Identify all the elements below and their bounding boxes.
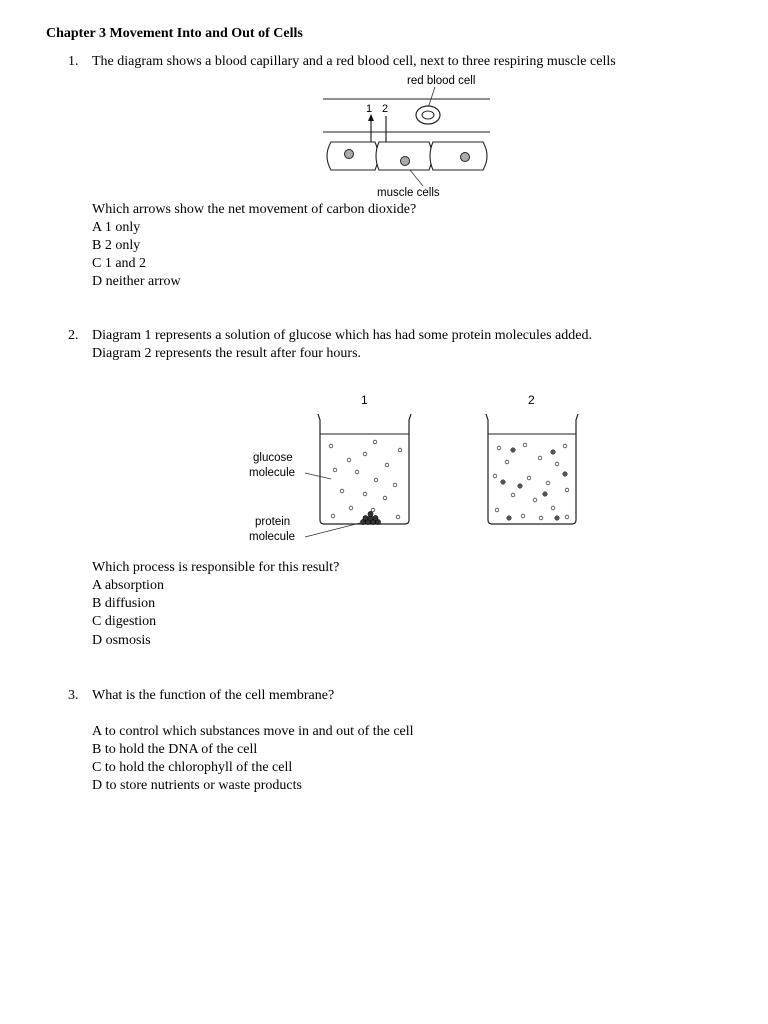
glucose-molecule bbox=[363, 492, 367, 496]
protein-molecule bbox=[563, 472, 568, 477]
option: C 1 and 2 bbox=[92, 256, 147, 271]
glucose-molecule bbox=[551, 506, 555, 510]
nucleus bbox=[401, 157, 410, 166]
question-number: 2. bbox=[68, 328, 79, 343]
question-stem: Diagram 2 represents the result after four hours. bbox=[92, 346, 362, 361]
question-number: 3. bbox=[68, 688, 79, 703]
glucose-molecule bbox=[398, 448, 402, 452]
question-stem: The diagram shows a blood capillary and a red blood cell, next to three respiring muscle cells bbox=[92, 54, 616, 69]
glucose-molecule bbox=[539, 516, 543, 520]
glucose-molecules-1 bbox=[329, 440, 402, 519]
label-glucose-1: glucose bbox=[253, 452, 293, 464]
capillary-diagram bbox=[315, 70, 505, 202]
glucose-molecule bbox=[385, 463, 389, 467]
question-stem: What is the function of the cell membrane? bbox=[92, 688, 335, 703]
option: D neither arrow bbox=[92, 274, 181, 289]
red-blood-cell-center bbox=[422, 111, 434, 119]
option: C to hold the chlorophyll of the cell bbox=[92, 760, 293, 775]
option: C digestion bbox=[92, 614, 157, 629]
glucose-molecule bbox=[523, 443, 527, 447]
beaker-1 bbox=[318, 414, 411, 524]
protein-molecules-2 bbox=[501, 448, 568, 521]
glucose-molecule bbox=[371, 508, 375, 512]
glucose-molecule bbox=[505, 460, 509, 464]
option: D to store nutrients or waste products bbox=[92, 778, 302, 793]
option: B diffusion bbox=[92, 596, 156, 611]
label-line-red-blood-cell bbox=[428, 87, 435, 108]
arrow-1-head bbox=[368, 114, 374, 121]
glucose-molecule bbox=[497, 446, 501, 450]
question-prompt: Which process is responsible for this result? bbox=[92, 560, 340, 575]
glucose-molecule bbox=[363, 452, 367, 456]
beaker-2-label: 2 bbox=[528, 393, 535, 407]
label-line-glucose bbox=[305, 473, 331, 479]
beaker-2 bbox=[486, 414, 578, 524]
protein-molecule bbox=[551, 450, 556, 455]
glucose-molecule bbox=[565, 488, 569, 492]
protein-molecule bbox=[511, 448, 516, 453]
label-line-muscle-cells bbox=[410, 170, 423, 186]
nucleus bbox=[461, 153, 470, 162]
glucose-molecule bbox=[393, 483, 397, 487]
arrow-2-label: 2 bbox=[382, 103, 389, 115]
beaker-diagram bbox=[245, 390, 585, 550]
option: B to hold the DNA of the cell bbox=[92, 742, 258, 757]
glucose-molecule bbox=[538, 456, 542, 460]
label-red-blood-cell: red blood cell bbox=[407, 75, 476, 87]
arrow-1-label: 1 bbox=[366, 103, 373, 115]
glucose-molecule bbox=[396, 515, 400, 519]
glucose-molecule bbox=[527, 476, 531, 480]
glucose-molecule bbox=[383, 496, 387, 500]
glucose-molecule bbox=[555, 462, 559, 466]
protein-molecule bbox=[501, 480, 506, 485]
question-prompt: Which arrows show the net movement of carbon dioxide? bbox=[92, 202, 417, 217]
option: D osmosis bbox=[92, 633, 151, 648]
glucose-molecule bbox=[331, 514, 335, 518]
glucose-molecule bbox=[340, 489, 344, 493]
glucose-molecule bbox=[333, 468, 337, 472]
label-glucose-2: molecule bbox=[249, 467, 296, 479]
glucose-molecule bbox=[546, 481, 550, 485]
question-stem: Diagram 1 represents a solution of glucose which has had some protein molecules added. bbox=[92, 328, 592, 343]
protein-clump bbox=[360, 511, 380, 524]
glucose-molecule bbox=[511, 493, 515, 497]
label-muscle-cells: muscle cells bbox=[377, 187, 440, 199]
nucleus bbox=[345, 150, 354, 159]
glucose-molecule bbox=[347, 458, 351, 462]
protein-molecule bbox=[373, 515, 378, 520]
option: A 1 only bbox=[92, 220, 141, 235]
option: A to control which substances move in and out of the cell bbox=[92, 724, 414, 739]
glucose-molecule bbox=[563, 444, 567, 448]
glucose-molecule bbox=[495, 508, 499, 512]
option: B 2 only bbox=[92, 238, 141, 253]
glucose-molecule bbox=[521, 514, 525, 518]
label-line-protein bbox=[305, 523, 360, 537]
beaker-1-label: 1 bbox=[361, 393, 368, 407]
glucose-molecule bbox=[533, 498, 537, 502]
label-protein-2: molecule bbox=[249, 531, 296, 543]
protein-molecule bbox=[555, 516, 560, 521]
muscle-cell-3 bbox=[430, 142, 487, 170]
glucose-molecule bbox=[349, 506, 353, 510]
protein-molecule bbox=[543, 492, 548, 497]
label-protein-1: protein bbox=[255, 516, 291, 528]
protein-molecule bbox=[507, 516, 512, 521]
glucose-molecule bbox=[329, 444, 333, 448]
glucose-molecule bbox=[374, 478, 378, 482]
protein-molecule bbox=[363, 515, 368, 520]
protein-molecule bbox=[518, 484, 523, 489]
question-number: 1. bbox=[68, 54, 79, 69]
glucose-molecule bbox=[355, 470, 359, 474]
page-title: Chapter 3 Movement Into and Out of Cells bbox=[46, 26, 303, 41]
glucose-molecule bbox=[565, 515, 569, 519]
glucose-molecule bbox=[373, 440, 377, 444]
protein-molecule bbox=[368, 511, 373, 516]
glucose-molecule bbox=[493, 474, 497, 478]
option: A absorption bbox=[92, 578, 164, 593]
